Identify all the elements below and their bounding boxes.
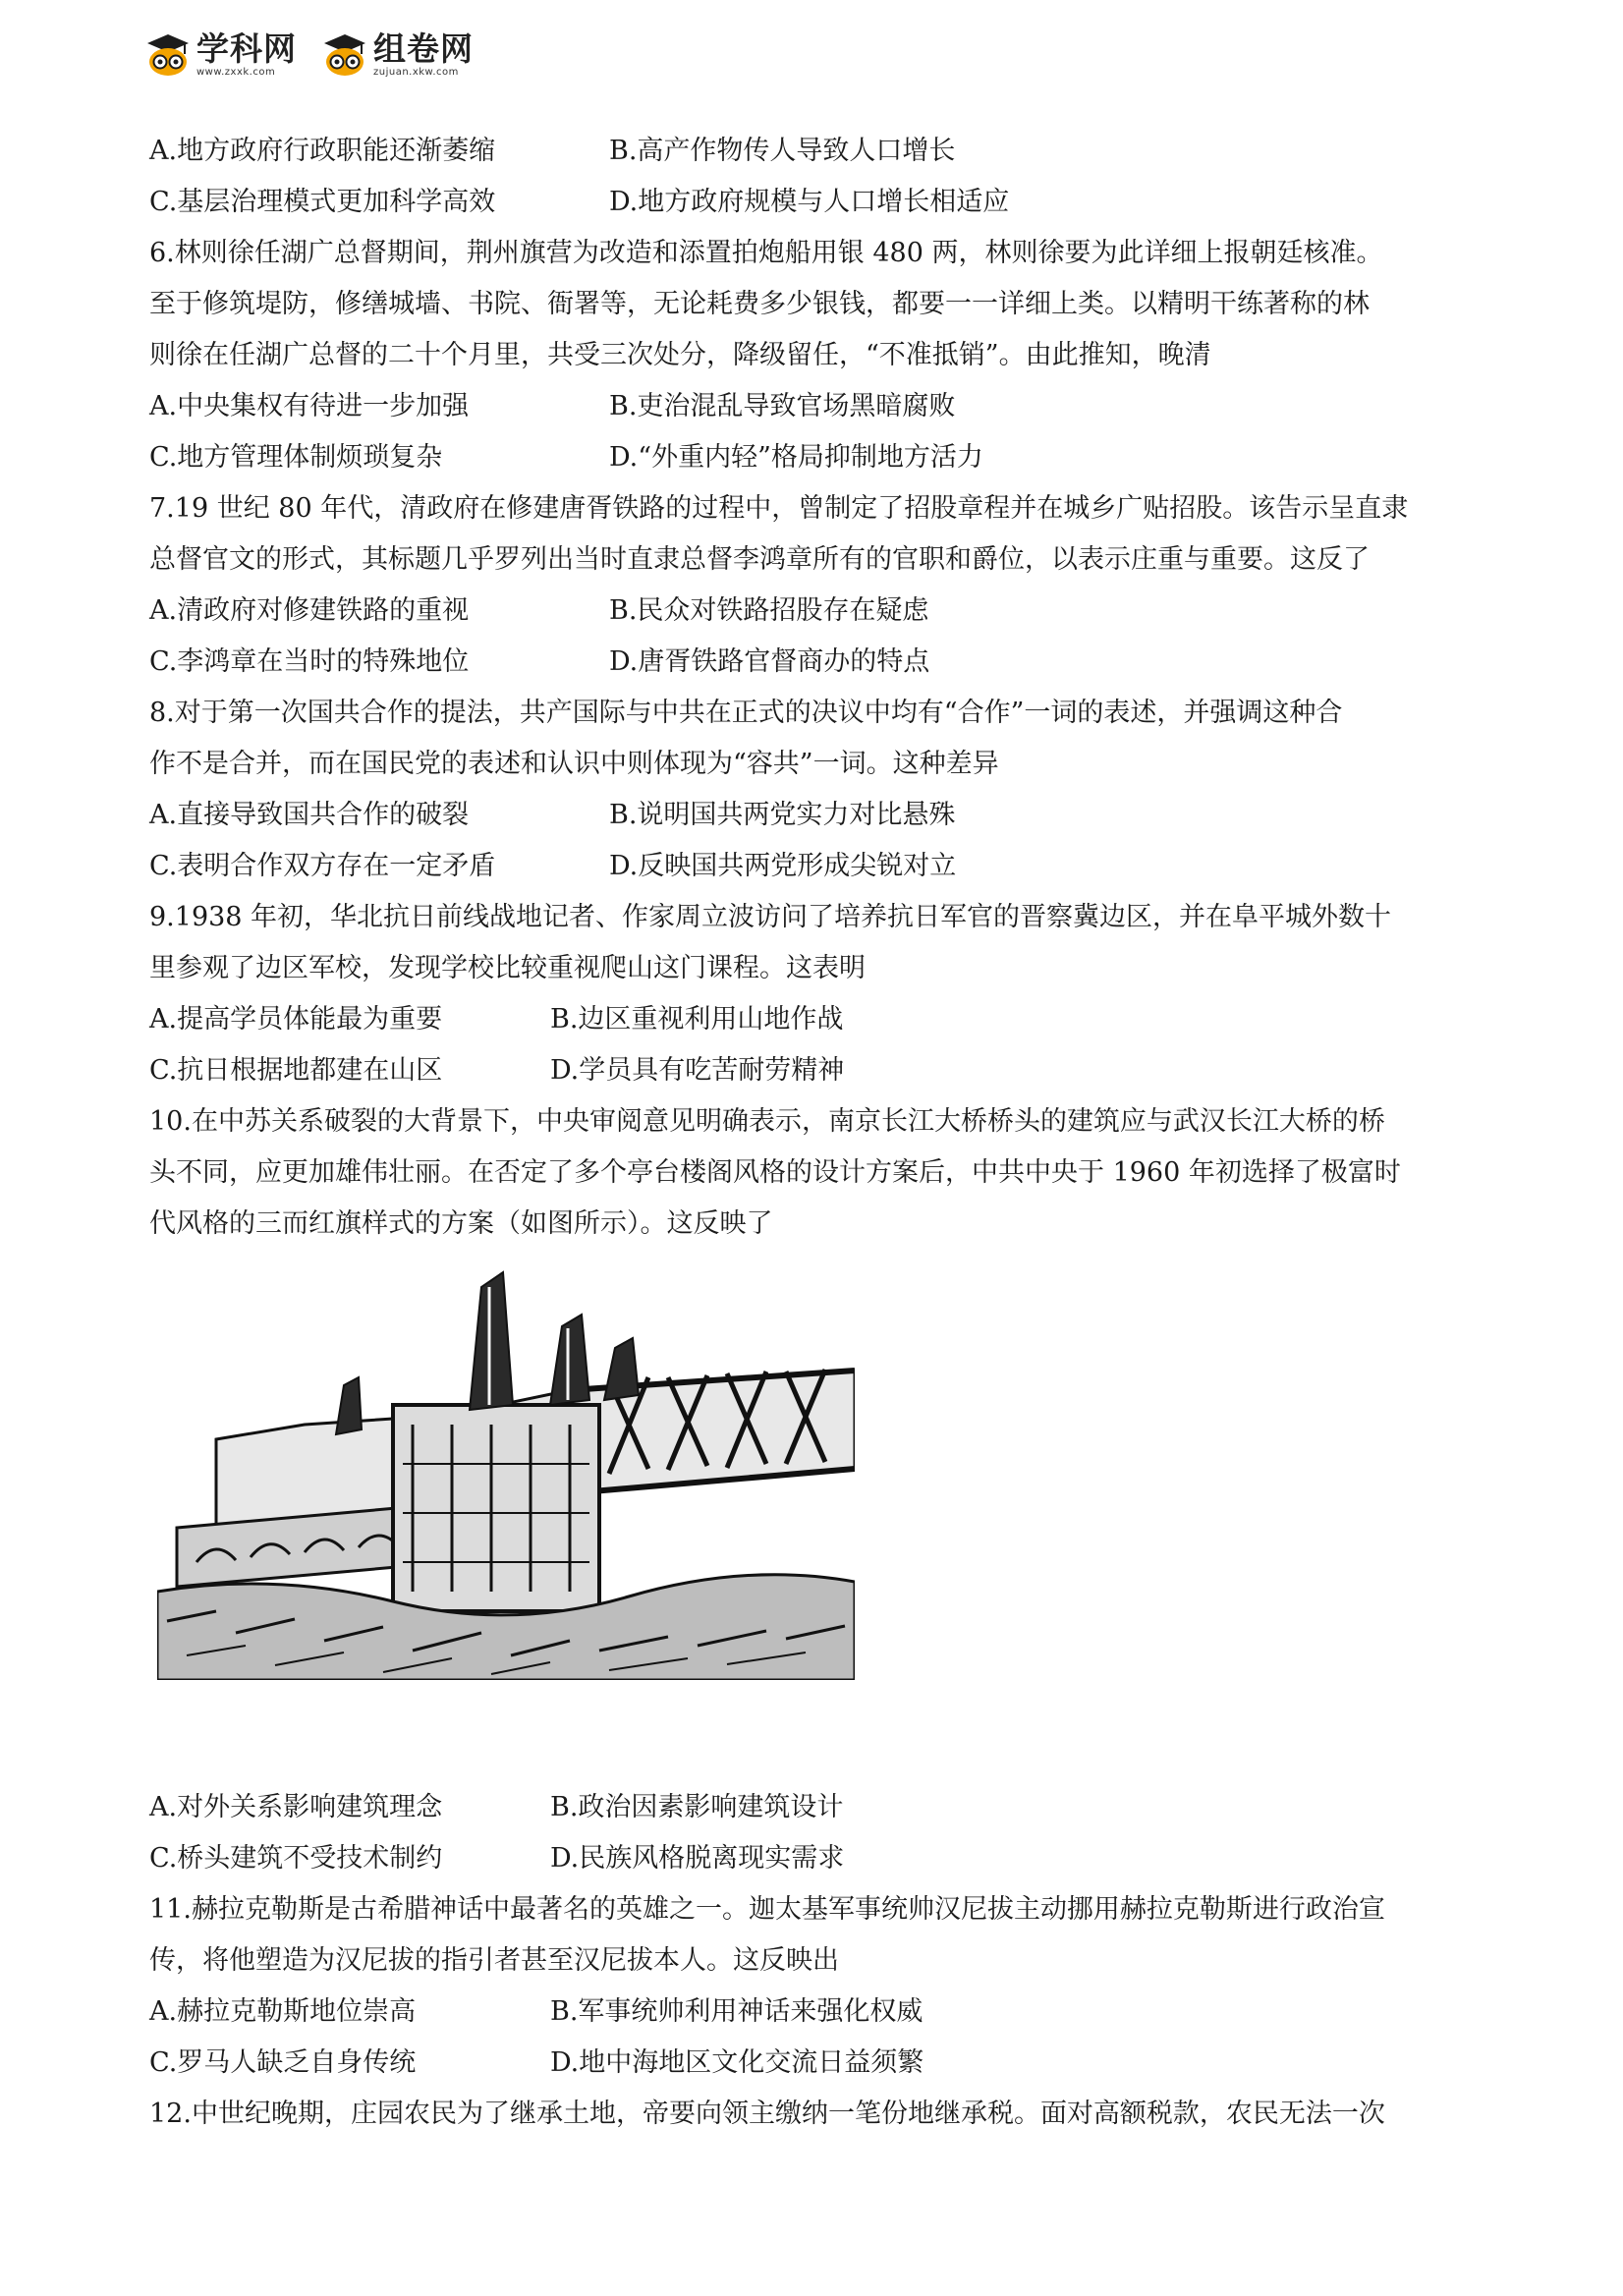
question-10-text: 10.在中苏关系破裂的大背景下，中央审阅意见明确表示，南京长江大桥桥头的建筑应与武汉长江大桥的桥 — [149, 1106, 1385, 1137]
option-a: A.地方政府行政职能还渐萎缩 — [149, 136, 496, 166]
option-row — [149, 637, 1495, 688]
nanjing-bridge-sketch — [157, 1267, 855, 1680]
option-row — [149, 177, 1495, 228]
option-row — [149, 2038, 1495, 2089]
option-c: C.表明合作双方存在一定矛盾 — [149, 851, 496, 881]
question-9-text: 9.1938 年初，华北抗日前线战地记者、作家周立波访问了培养抗日军官的晋察冀边区，并在阜平城外数十 — [149, 902, 1392, 932]
option-a: A.中央集权有待进一步加强 — [149, 391, 470, 421]
option-d: D.民族风格脱离现实需求 — [550, 1843, 845, 1874]
option-b: B.高产作物传人导致人口增长 — [609, 136, 956, 166]
option-b: B.政治因素影响建筑设计 — [550, 1792, 844, 1822]
option-d: D.地方政府规模与人口增长相适应 — [609, 187, 1010, 217]
option-a: A.直接导致国共合作的破裂 — [149, 800, 470, 830]
page-header — [145, 26, 474, 84]
option-b: B.军事统帅利用神话来强化权威 — [550, 1996, 923, 2027]
zujuan-logo[interactable] — [322, 29, 474, 78]
option-row — [149, 1782, 1495, 1833]
option-b: B.边区重视利用山地作战 — [550, 1004, 844, 1035]
option-b: B.民众对铁路招股存在疑虑 — [609, 595, 929, 626]
option-d: D.学员具有吃苦耐劳精神 — [550, 1055, 845, 1086]
zxxk-logo-name: 学科网 — [196, 29, 297, 68]
option-row — [149, 432, 1495, 483]
option-c: C.基层治理模式更加科学高效 — [149, 187, 496, 217]
option-row — [149, 994, 1495, 1045]
option-row — [149, 1045, 1495, 1096]
option-d: D.“外重内轻”格局抑制地方活力 — [609, 442, 983, 473]
question-7-text: 7.19 世纪 80 年代，清政府在修建唐胥铁路的过程中，曾制定了招股章程并在城乡广贴招股。该告示呈直隶 — [149, 493, 1409, 524]
option-row — [149, 586, 1495, 637]
option-c: C.地方管理体制烦琐复杂 — [149, 442, 443, 473]
question-7-text: 总督官文的形式，其标题几乎罗列出当时直隶总督李鸿章所有的官职和爵位，以表示庄重与重要。这反了 — [149, 544, 1370, 575]
option-row — [149, 790, 1495, 841]
option-b: B.吏治混乱导致官场黑暗腐败 — [609, 391, 956, 421]
option-a: A.清政府对修建铁路的重视 — [149, 595, 470, 626]
option-row — [149, 381, 1495, 432]
option-a: A.赫拉克勒斯地位崇高 — [149, 1996, 417, 2027]
zujuan-logo-name: 组卷网 — [373, 29, 474, 68]
option-c: C.罗马人缺乏自身传统 — [149, 2047, 417, 2078]
exam-content — [149, 126, 1495, 2140]
question-6-text: 至于修筑堤防，修缮城墙、书院、衙署等，无论耗费多少银钱，都要一一详细上类。以精明干练著称的林 — [149, 289, 1370, 319]
option-a: A.提高学员体能最为重要 — [149, 1004, 443, 1035]
option-row — [149, 126, 1495, 177]
option-c: C.李鸿章在当时的特殊地位 — [149, 646, 470, 677]
question-6-text: 6.林则徐任湖广总督期间，荆州旗营为改造和添置拍炮船用银 480 两，林则徐要为此详细上报朝廷核准。 — [149, 238, 1383, 268]
question-6-text: 则徐在任湖广总督的二十个月里，共受三次处分，降级留任，“不准抵销”。由此推知，晚清 — [149, 340, 1211, 370]
option-d: D.唐胥铁路官督商办的特点 — [609, 646, 930, 677]
option-row — [149, 1833, 1495, 1884]
option-c: C.抗日根据地都建在山区 — [149, 1055, 443, 1086]
option-d: D.反映国共两党形成尖锐对立 — [609, 851, 957, 881]
zxxk-logo-url: www.zxxk.com — [196, 67, 276, 78]
option-b: B.说明国共两党实力对比悬殊 — [609, 800, 956, 830]
question-12-text: 12.中世纪晚期，庄园农民为了继承土地，帝要向领主缴纳一笔份地继承税。面对高额税款，农民无法一次 — [149, 2099, 1385, 2129]
bridge-tower-figure — [149, 1250, 1495, 1782]
zxxk-logo[interactable] — [145, 29, 297, 78]
question-10-text: 代风格的三而红旗样式的方案（如图所示）。这反映了 — [149, 1208, 773, 1239]
option-row — [149, 1987, 1495, 2038]
option-row — [149, 841, 1495, 892]
question-11-text: 传，将他塑造为汉尼拔的指引者甚至汉尼拔本人。这反映出 — [149, 1945, 839, 1976]
question-8-text: 作不是合并，而在国民党的表述和认识中则体现为“容共”一词。这种差异 — [149, 749, 999, 779]
option-d: D.地中海地区文化交流日益须繁 — [550, 2047, 924, 2078]
zujuan-logo-url: zujuan.xkw.com — [373, 67, 459, 78]
question-11-text: 11.赫拉克勒斯是古希腊神话中最著名的英雄之一。迦太基军事统帅汉尼拔主动挪用赫拉克勒斯进行政治宣 — [149, 1894, 1385, 1925]
question-9-text: 里参观了边区军校，发现学校比较重视爬山这门课程。这表明 — [149, 953, 866, 983]
owl-cap-icon — [322, 32, 367, 78]
owl-cap-icon — [145, 32, 191, 78]
question-10-text: 头不同，应更加雄伟壮丽。在否定了多个亭台楼阁风格的设计方案后，中共中央于 1960 年初选择了极富时 — [149, 1157, 1401, 1188]
option-c: C.桥头建筑不受技术制约 — [149, 1843, 443, 1874]
option-a: A.对外关系影响建筑理念 — [149, 1792, 443, 1822]
question-8-text: 8.对于第一次国共合作的提法，共产国际与中共在正式的决议中均有“合作”一词的表述，并强调这种合 — [149, 698, 1343, 728]
